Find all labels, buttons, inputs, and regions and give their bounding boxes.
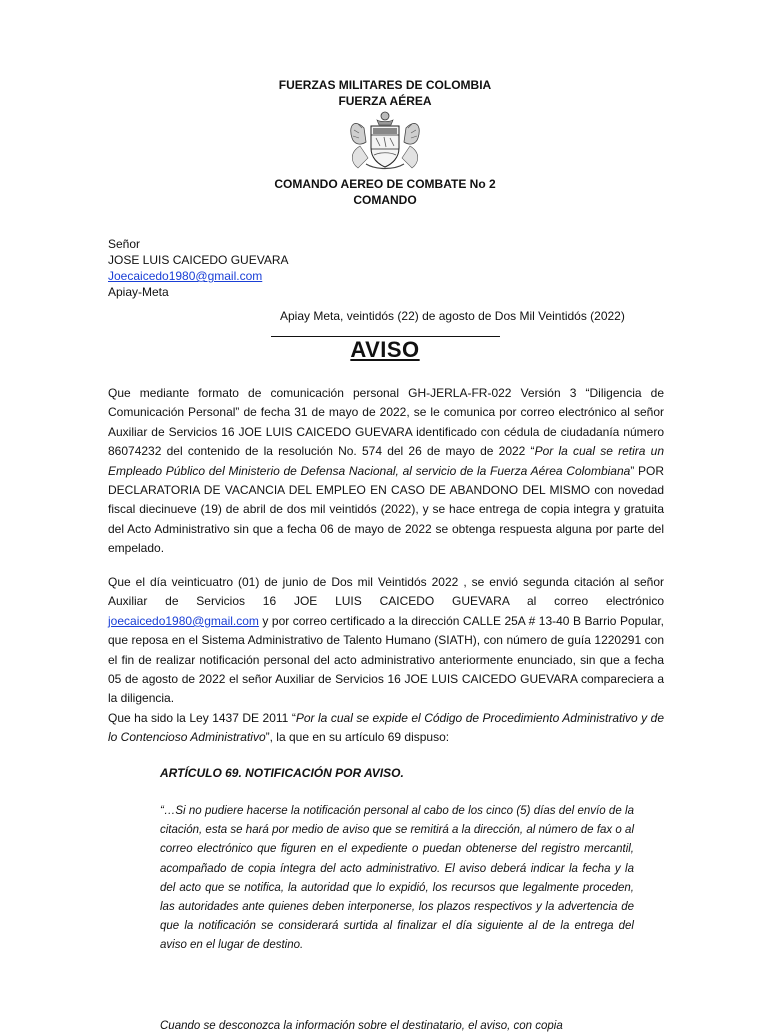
legal-quote-2: Cuando se desconozca la información sobre el destinatario, el aviso, con copia	[160, 1020, 563, 1032]
paragraph-1-text-b: ” POR DECLARATORIA DE VACANCIA DEL EMPLEO EN CASO DE ABANDONO DEL MISMO con novedad fiscal diecinueve (19) de abril de dos mil veintidós (2022), y se hace entrega de copia integra y gratuita del Acto Administrativo sin que a fecha 06 de mayo de 2022 se obtenga respuesta alguna por parte del empelado.	[108, 463, 664, 556]
paragraph-2	[108, 573, 664, 709]
org-line-2: FUERZA AÉREA	[338, 94, 432, 108]
article-heading: ARTÍCULO 69. NOTIFICACIÓN POR AVISO.	[160, 766, 404, 780]
recipient-location: Apiay-Meta	[108, 285, 169, 299]
coat-of-arms-icon	[340, 108, 430, 174]
paragraph-3-text-a: Que ha sido la Ley 1437 DE 2011 “	[108, 711, 296, 725]
document-title: AVISO	[350, 337, 420, 362]
letterhead-organization	[0, 77, 770, 109]
unit-line-2: COMANDO	[353, 193, 417, 207]
paragraph-1-text-a: Que mediante formato de comunicación personal GH-JERLA-FR-022 Versión 3 “Diligencia de Comunicación Personal” de fecha 31 de mayo de 2022, se le comunica por correo electrónico al señor Auxiliar de Servicios 16 JOE LUIS CAICEDO GUEVARA identificado con cédula de ciudadanía número 86074232 del contenido de la resolución No. 574 del 26 de mayo de 2022 “	[108, 386, 664, 459]
paragraph-3-italic: Por la cual se expide el Código de Procedimiento Administrativo y de lo Contencioso Administrativo	[108, 711, 664, 745]
org-line-1: FUERZAS MILITARES DE COLOMBIA	[278, 78, 492, 92]
paragraph-2-email-link[interactable]: joecaicedo1980@gmail.com	[108, 613, 259, 628]
paragraph-3	[108, 709, 664, 748]
recipient-email-link[interactable]: Joecaicedo1980@gmail.com	[108, 269, 263, 283]
recipient-name: JOSE LUIS CAICEDO GUEVARA	[108, 253, 289, 267]
date-line: Apiay Meta, veintidós (22) de agosto de Dos Mil Veintidós (2022)	[280, 309, 625, 323]
recipient-salutation: Señor	[108, 237, 141, 251]
recipient-block	[108, 236, 289, 300]
paragraph-1	[108, 384, 664, 559]
legal-quote-1: “…Si no pudiere hacerse la notificación personal al cabo de los cinco (5) días del envío de la citación, esta se hará por medio de aviso que se remitirá a la dirección, al número de fax o al correo electrónico que figuren en el expediente o puedan obtenerse del registro mercantil, acompañado de copia íntegra del acto administrativo. El aviso deberá indicar la fecha y la del acto que se notifica, la autoridad que lo expidió, los recursos que legalmente proceden, las autoridades ante quienes deben interponerse, los plazos respectivos y la advertencia de que la notificación se considerará surtida al finalizar el día siguiente al de la entrega del aviso en el lugar de destino.	[160, 805, 634, 952]
letterhead-unit	[0, 176, 770, 208]
paragraph-1-italic: Por la cual se retira un Empleado Público del Ministerio de Defensa Nacional, al servicio de la Fuerza Aérea Colombiana	[108, 444, 665, 478]
paragraph-3-text-b: ”, la que en su artículo 69 dispuso:	[265, 730, 450, 745]
unit-line-1: COMANDO AEREO DE COMBATE No 2	[274, 177, 496, 191]
paragraph-2-text-b: y por correo certificado a la dirección CALLE 25A # 13-40 B Barrio Popular, que reposa en el Sistema Administrativo de Talento Humano (SIATH), con número de guía 1220291 con el fin de realizar notificación personal del acto administrativo anteriormente enunciado, sin que a fecha 05 de agosto de 2022 el señor Auxiliar de Servicios 16 JOE LUIS CAICEDO GUEVARA compareciera a la diligencia.	[108, 613, 664, 706]
paragraph-2-text-a: Que el día veinticuatro (01) de junio de Dos mil Veintidós 2022 , se envió segunda citación al señor Auxiliar de Servicios 16 JOE LUIS CAICEDO GUEVARA al correo electrónico	[108, 575, 664, 609]
